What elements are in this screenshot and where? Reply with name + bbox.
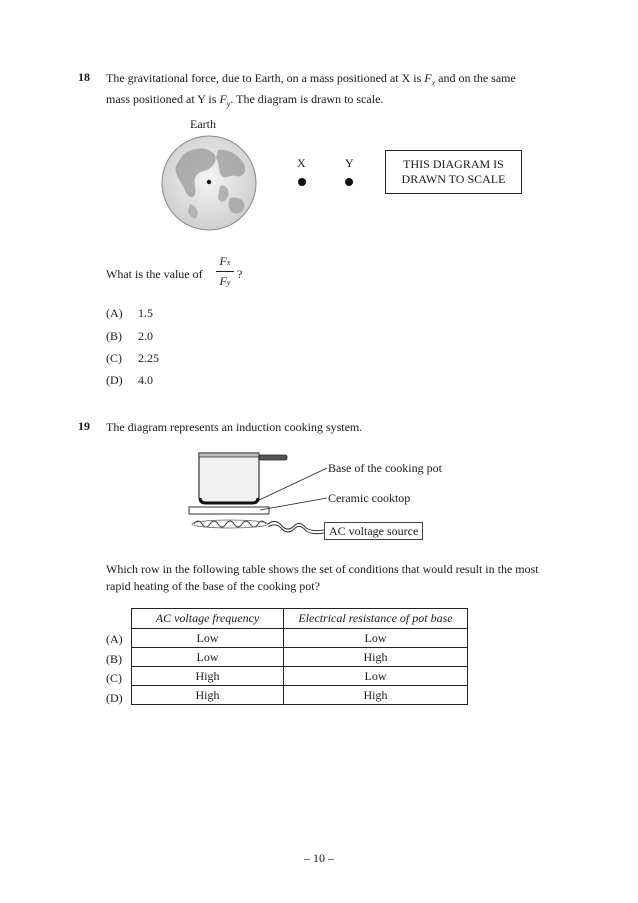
option-letter: (C) <box>106 351 122 365</box>
fx-subscript: x <box>431 78 436 88</box>
row-letter-a: (A) <box>106 632 123 646</box>
cell-resistance: Low <box>284 629 468 648</box>
conditions-table <box>131 608 468 705</box>
option-letter: (A) <box>106 306 123 320</box>
cell-frequency: Low <box>132 648 284 667</box>
question-19-text: The diagram represents an induction cooking system. <box>106 420 363 434</box>
q18-line2-pre: mass positioned at Y is <box>106 92 220 107</box>
q18-question-end: ? <box>237 267 243 281</box>
table-row[interactable] <box>132 667 468 686</box>
option-letter: (B) <box>106 329 122 343</box>
leader-line-base <box>255 468 327 502</box>
leader-line-cooktop <box>260 498 327 510</box>
fraction-num-var: F <box>219 254 227 268</box>
pot-handle <box>259 455 287 460</box>
scale-box-line2: DRAWN TO SCALE <box>401 172 506 186</box>
table-row[interactable] <box>132 648 468 667</box>
cell-frequency: High <box>132 667 284 686</box>
question-18-number: 18 <box>78 70 90 84</box>
fx-variable: F <box>424 71 432 85</box>
earth-center-dot <box>207 180 211 184</box>
cell-resistance: High <box>284 686 468 705</box>
cell-frequency: Low <box>132 629 284 648</box>
row-letter-c: (C) <box>106 671 122 685</box>
q18-question: What is the value of <box>106 267 203 281</box>
q19-question-line1: Which row in the following table shows the set of conditions that would result in the most <box>106 562 539 576</box>
option-value: 2.25 <box>138 351 159 365</box>
pot-rim <box>199 453 259 457</box>
drawn-to-scale-box <box>385 150 522 194</box>
question-19-number: 19 <box>78 419 90 433</box>
label-pot-base: Base of the cooking pot <box>328 461 442 475</box>
source-wire <box>268 521 324 530</box>
cell-resistance: Low <box>284 667 468 686</box>
label-ac-voltage-source: AC voltage source <box>324 522 423 540</box>
point-y-dot <box>345 178 353 186</box>
fraction-bar <box>216 271 234 272</box>
option-letter: (D) <box>106 373 123 387</box>
label-ceramic-cooktop: Ceramic cooktop <box>328 491 411 505</box>
page-number: – 10 – <box>304 851 334 865</box>
option-value: 2.0 <box>138 329 153 343</box>
earth-globe <box>160 134 258 232</box>
scale-box-line1: THIS DIAGRAM IS <box>403 157 504 171</box>
table-header-row <box>132 609 468 629</box>
point-x-dot <box>298 178 306 186</box>
fy-subscript: y <box>226 99 231 109</box>
earth-label: Earth <box>190 117 216 131</box>
cell-resistance: High <box>284 648 468 667</box>
header-frequency: AC voltage frequency <box>132 609 284 629</box>
cell-frequency: High <box>132 686 284 705</box>
induction-coil <box>194 521 266 527</box>
question-18-text <box>106 70 576 113</box>
table-row[interactable] <box>132 686 468 705</box>
fy-variable: F <box>219 92 227 107</box>
point-y-label: Y <box>345 156 354 170</box>
option-value: 4.0 <box>138 373 153 387</box>
table-row[interactable] <box>132 629 468 648</box>
point-x-label: X <box>297 156 306 170</box>
q19-question <box>106 561 576 595</box>
leader-lines <box>250 462 330 512</box>
fraction-den-sub: y <box>226 278 231 287</box>
fraction-num-sub: x <box>226 258 231 267</box>
row-letter-b: (B) <box>106 652 122 666</box>
fraction <box>216 254 234 289</box>
fraction-den-var: F <box>219 274 227 288</box>
q18-line1-pre: The gravitational force, due to Earth, on a mass positioned at X is <box>106 71 425 85</box>
q18-line2-post: . The diagram is drawn to scale. <box>230 92 384 107</box>
q19-question-line2: rapid heating of the base of the cooking pot? <box>106 579 320 593</box>
q18-line1-post: and on the same <box>435 71 516 85</box>
header-resistance: Electrical resistance of pot base <box>284 609 468 629</box>
option-value: 1.5 <box>138 306 153 320</box>
point-markers <box>295 176 355 188</box>
row-letter-d: (D) <box>106 691 123 705</box>
